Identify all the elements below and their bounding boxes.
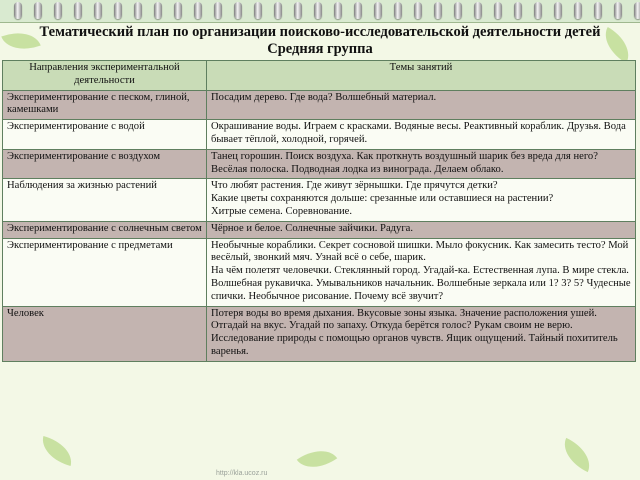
direction-cell: Человек bbox=[3, 306, 207, 361]
title-line-1: Тематический план по организации поисково-исследовательской деятельности детей bbox=[39, 24, 601, 40]
spiral-ring bbox=[334, 2, 342, 19]
spiral-ring bbox=[434, 2, 442, 19]
topic-line: Необычные кораблики. Секрет сосновой шишки. Мыло фокусник. Как замесить тесто? Мой весёлый, звонкий мяч. Узнай всё о себе, шарик. bbox=[211, 239, 629, 264]
spiral-ring bbox=[214, 2, 222, 19]
topics-cell bbox=[207, 306, 636, 361]
leaf-icon bbox=[297, 440, 337, 478]
spiral-ring bbox=[354, 2, 362, 19]
table-row bbox=[3, 179, 636, 221]
spiral-ring bbox=[454, 2, 462, 19]
spiral-ring bbox=[54, 2, 62, 19]
leaf-icon bbox=[38, 436, 77, 466]
spiral-ring bbox=[134, 2, 142, 19]
spiral-ring bbox=[374, 2, 382, 19]
column-header-direction: Направления экспериментальной деятельности bbox=[3, 61, 207, 91]
table-header-row bbox=[3, 61, 636, 91]
direction-cell: Экспериментирование с водой bbox=[3, 120, 207, 150]
spiral-ring bbox=[274, 2, 282, 19]
spiral-ring bbox=[634, 2, 640, 19]
spiral-ring bbox=[394, 2, 402, 19]
topic-line: На чём полетят человечки. Стеклянный город. Угадай-ка. Естественная лупа. В мире стекла. Волшебная рукавичка. Умывальников начальник. Волшебные зеркала или 1? 3? 5? Чудесные спички. Необычное рисование. Почему всё звучит? bbox=[211, 265, 631, 302]
topics-cell bbox=[207, 179, 636, 221]
spiral-ring bbox=[254, 2, 262, 19]
table-row bbox=[3, 238, 636, 306]
spiral-ring bbox=[154, 2, 162, 19]
page-title bbox=[0, 24, 640, 58]
spiral-binding bbox=[0, 0, 640, 23]
table-row bbox=[3, 221, 636, 238]
spiral-ring bbox=[34, 2, 42, 19]
direction-cell: Экспериментирование с воздухом bbox=[3, 149, 207, 179]
topics-cell bbox=[207, 238, 636, 306]
topics-cell bbox=[207, 221, 636, 238]
topic-line: Потеря воды во время дыхания. Вкусовые зоны языка. Значение расположения ушей. Отгадай на вкус. Угадай по запаху. Откуда берётся голос? Рукам своим не верю. Исследование природы с помощью органов чувств. Ящик ощущений. Тайный похититель варенья. bbox=[211, 307, 618, 357]
direction-cell: Наблюдения за жизнью растений bbox=[3, 179, 207, 221]
spiral-ring bbox=[174, 2, 182, 19]
thematic-plan-table bbox=[2, 60, 636, 362]
spiral-ring bbox=[94, 2, 102, 19]
table-row bbox=[3, 306, 636, 361]
spiral-ring bbox=[234, 2, 242, 19]
direction-cell: Экспериментирование с солнечным светом bbox=[3, 221, 207, 238]
spiral-ring bbox=[314, 2, 322, 19]
spiral-ring bbox=[114, 2, 122, 19]
title-line-2: Средняя группа bbox=[267, 41, 373, 57]
topic-line: Танец горошин. Поиск воздуха. Как проткнуть воздушный шарик без вреда для него? Весёлая полоска. Подводная лодка из винограда. Делаем облако. bbox=[211, 150, 598, 175]
topic-line: Хитрые семена. Соревнование. bbox=[211, 205, 353, 217]
topics-cell bbox=[207, 90, 636, 120]
spiral-ring bbox=[294, 2, 302, 19]
leaf-icon bbox=[557, 438, 597, 472]
spiral-ring bbox=[494, 2, 502, 19]
topics-cell bbox=[207, 149, 636, 179]
topics-cell bbox=[207, 120, 636, 150]
topic-line: Что любят растения. Где живут зёрнышки. Где прячутся детки? bbox=[211, 180, 498, 192]
spiral-ring bbox=[414, 2, 422, 19]
table-row bbox=[3, 90, 636, 120]
spiral-ring bbox=[594, 2, 602, 19]
spiral-ring bbox=[554, 2, 562, 19]
direction-cell: Экспериментирование с песком, глиной, камешками bbox=[3, 90, 207, 120]
column-header-topics: Темы занятий bbox=[207, 61, 636, 91]
topic-line: Какие цветы сохраняются дольше: срезанные или оставшиеся на растении? bbox=[211, 193, 554, 205]
spiral-ring bbox=[534, 2, 542, 19]
spiral-ring bbox=[74, 2, 82, 19]
table-row bbox=[3, 149, 636, 179]
topic-line: Посадим дерево. Где вода? Волшебный материал. bbox=[211, 91, 437, 103]
topic-line: Окрашивание воды. Играем с красками. Водяные весы. Реактивный кораблик. Друзья. Вода бывает тёплой, холодной, горячей. bbox=[211, 121, 626, 145]
spiral-ring bbox=[514, 2, 522, 19]
spiral-ring bbox=[474, 2, 482, 19]
spiral-ring bbox=[194, 2, 202, 19]
watermark: http://kla.ucoz.ru bbox=[216, 470, 268, 477]
topic-line: Чёрное и белое. Солнечные зайчики. Радуга. bbox=[211, 222, 414, 234]
direction-cell: Экспериментирование с предметами bbox=[3, 238, 207, 306]
spiral-ring bbox=[614, 2, 622, 19]
spiral-ring bbox=[14, 2, 22, 19]
table-row bbox=[3, 120, 636, 150]
spiral-ring bbox=[574, 2, 582, 19]
